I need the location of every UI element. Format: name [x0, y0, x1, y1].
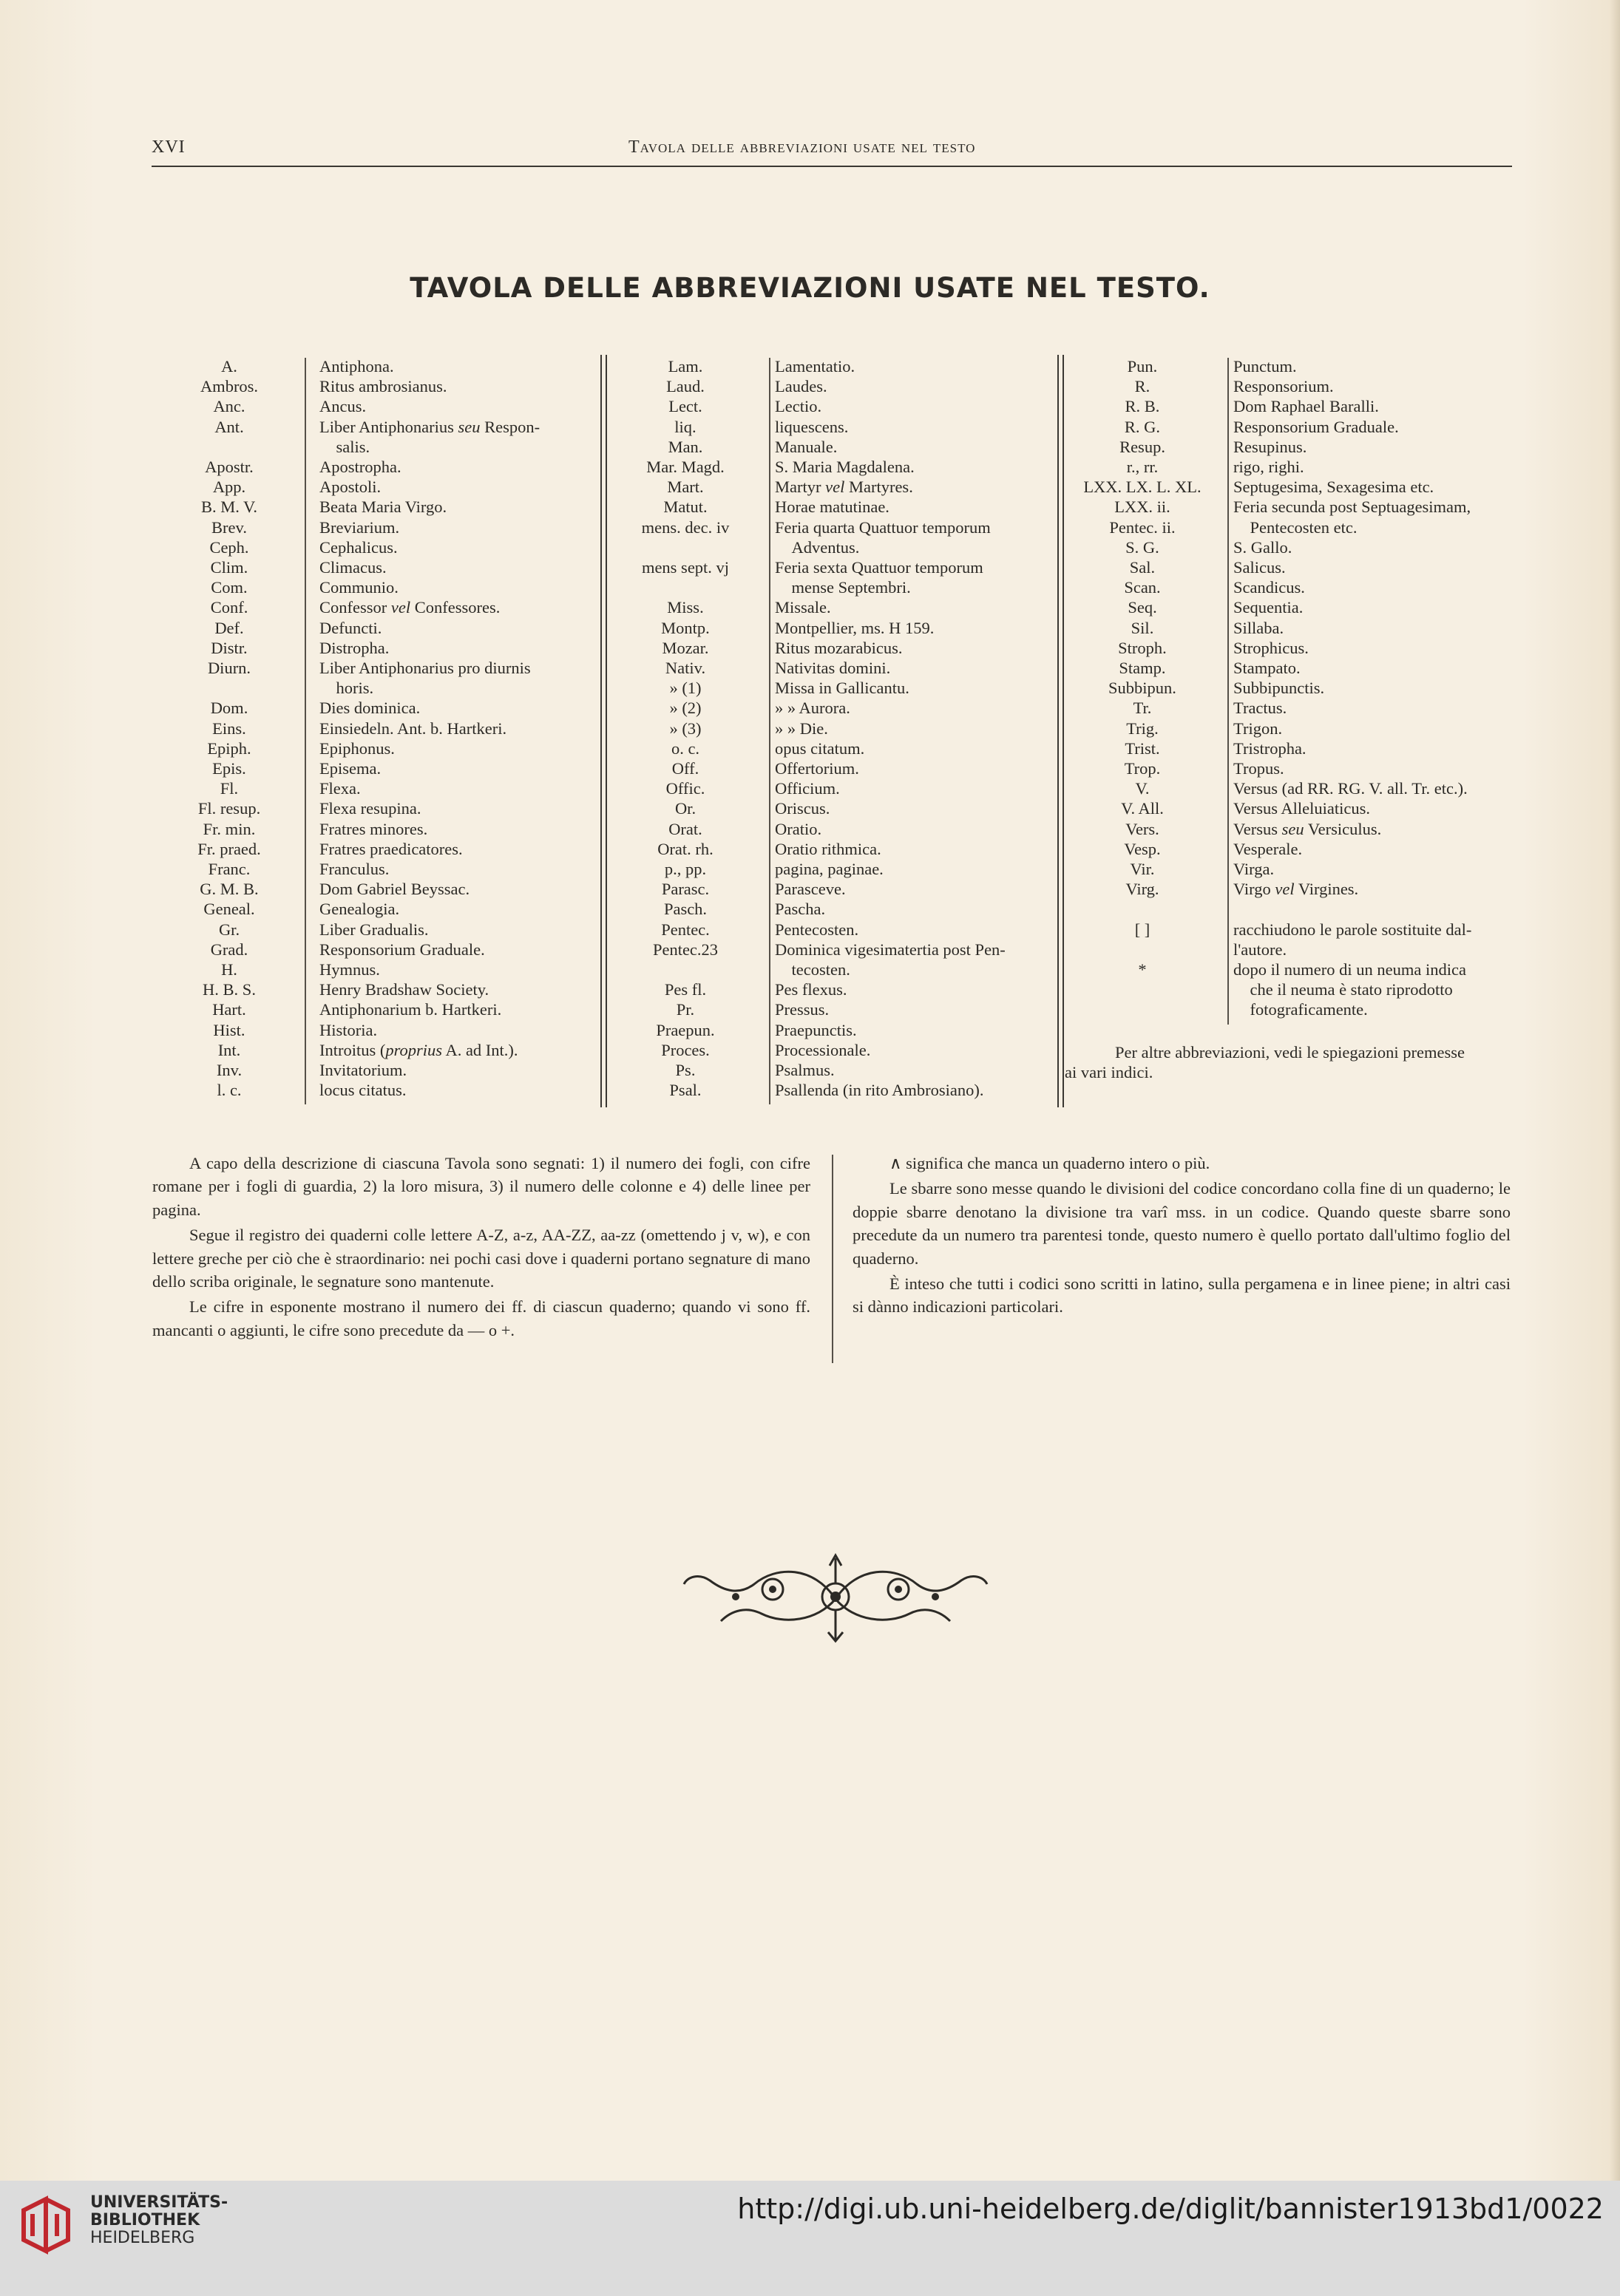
abbreviation-expansion: Ancus.	[319, 397, 367, 416]
abbreviation-expansion: Pes flexus.	[775, 980, 847, 999]
source-url-link[interactable]: http://digi.ub.uni-heidelberg.de/diglit/bannister1913bd1/0022	[737, 2193, 1604, 2225]
abbreviation: Fr. praed.	[197, 839, 261, 858]
right-paragraph: ∧ significa che manca un quaderno intero o più.	[889, 1154, 1210, 1172]
abbreviation: [ ]	[1134, 920, 1150, 939]
abbreviation-expansion: Hymnus.	[319, 960, 380, 979]
abbreviation: Com.	[211, 578, 248, 597]
abbreviation-expansion: Sequentia.	[1233, 598, 1304, 617]
abbreviation-expansion: Historia.	[319, 1020, 378, 1039]
abbreviation: Dom.	[210, 699, 248, 718]
abbreviation: *	[1138, 960, 1147, 979]
abbreviation-expansion: Versus seu Versiculus.	[1233, 819, 1382, 838]
abbreviation-expansion: Tractus.	[1233, 699, 1287, 718]
abbreviation-expansion: Invitatorium.	[319, 1061, 407, 1079]
abbreviation: Ceph.	[209, 537, 249, 557]
abbreviation: Franc.	[208, 860, 251, 878]
abbreviation-expansion: Beata Maria Virgo.	[319, 497, 447, 517]
abbreviation: R. B.	[1125, 397, 1160, 416]
abbreviation: Inv.	[216, 1061, 243, 1079]
abbreviation-expansion: Antiphona.	[319, 357, 394, 376]
abbreviation: Pentec.	[661, 920, 710, 939]
abbreviation: Tr.	[1133, 699, 1152, 718]
abbreviation: V.	[1135, 779, 1150, 798]
abbreviation-expansion: Liber Gradualis.	[319, 920, 429, 939]
abbreviation: Nativ.	[665, 659, 706, 677]
abbreviation: Clim.	[210, 558, 248, 577]
header-rule	[152, 166, 1512, 167]
abbreviation-expansion: Punctum.	[1233, 357, 1297, 376]
abbreviation-expansion: Psallenda (in rito Ambrosiano).	[775, 1081, 984, 1100]
abbreviation-expansion: Resupinus.	[1233, 437, 1307, 456]
abbreviation: Or.	[674, 799, 697, 818]
abbreviation: Vers.	[1125, 819, 1159, 838]
abbreviation: B. M. V.	[200, 497, 258, 517]
abbreviation: » (1)	[669, 679, 702, 698]
abbreviation-expansion: che il neuma è stato riprodotto	[1233, 980, 1453, 999]
abbreviation: Ant.	[214, 417, 244, 436]
library-line-2: BIBLIOTHEK	[90, 2211, 200, 2229]
abbreviation-expansion: l'autore.	[1233, 940, 1287, 959]
abbreviation-expansion: Episema.	[319, 759, 382, 778]
abbreviation-expansion: Einsiedeln. Ant. b. Hartkeri.	[319, 719, 507, 738]
abbreviation-expansion: Feria sexta Quattuor temporum	[775, 558, 983, 577]
abbreviation: liq.	[674, 417, 697, 436]
abbreviation-expansion: Officium.	[775, 779, 840, 798]
abbreviation: Grad.	[210, 940, 248, 959]
abbreviation: Sal.	[1129, 558, 1156, 577]
abbreviation-expansion: Strophicus.	[1233, 638, 1309, 657]
abbreviation-expansion: Climacus.	[319, 558, 387, 577]
abbreviation-expansion: Pentecosten.	[775, 920, 859, 939]
abbreviation: Resup.	[1119, 437, 1165, 456]
abbreviation: Anc.	[213, 397, 245, 416]
abbrev-note-line-2: ai vari indici.	[1065, 1063, 1153, 1081]
abbreviation: Miss.	[667, 598, 704, 617]
abbreviation: Montp.	[661, 618, 710, 637]
abbreviation: Lam.	[668, 357, 703, 376]
abbreviation-expansion: salis.	[319, 437, 370, 456]
abbreviation-expansion: Responsorium Graduale.	[319, 940, 485, 959]
abbreviation-expansion: Apostoli.	[319, 478, 382, 497]
abbreviation-expansion: Horae matutinae.	[775, 497, 889, 517]
abbreviation-expansion: Ritus mozarabicus.	[775, 638, 903, 657]
abbreviation-expansion: Fratres praedicatores.	[319, 839, 463, 858]
abbreviation-expansion: Liber Antiphonarius pro diurnis	[319, 659, 531, 677]
abbreviation: Off.	[671, 759, 699, 778]
abbreviation-expansion: Communio.	[319, 578, 399, 597]
abbreviation-expansion: pagina, paginae.	[775, 860, 884, 878]
abbreviation: Conf.	[210, 598, 248, 617]
abbreviation-expansion: S. Maria Magdalena.	[775, 458, 915, 476]
abbreviation: App.	[212, 478, 246, 497]
abbreviation: H.	[221, 960, 237, 979]
abbreviation: Epiph.	[207, 738, 251, 758]
abbreviation-expansion: Franculus.	[319, 860, 390, 878]
page-number: XVI	[152, 137, 186, 157]
abbreviation: Fr. min.	[203, 819, 256, 838]
abbreviation: Lect.	[668, 397, 702, 416]
running-header	[152, 137, 1512, 163]
column-rule	[305, 358, 306, 1104]
abbreviation: Mar. Magd.	[646, 458, 725, 476]
abbreviation: Scan.	[1124, 578, 1161, 597]
abbreviation-expansion: Missa in Gallicantu.	[775, 679, 909, 698]
library-line-3: HEIDELBERG	[90, 2229, 195, 2247]
abbreviation: o. c.	[671, 738, 700, 758]
abbreviation-expansion: dopo il numero di un neuma indica	[1233, 960, 1466, 979]
abbreviation: » (2)	[669, 699, 702, 718]
abbreviation-expansion: Laudes.	[775, 377, 827, 396]
abbreviation-expansion: Distropha.	[319, 638, 390, 657]
abbreviation-expansion: Oratio rithmica.	[775, 839, 881, 858]
library-logo-icon	[16, 2195, 75, 2255]
abbreviation-expansion: Dom Gabriel Beyssac.	[319, 880, 470, 899]
right-paragraph: È inteso che tutti i codici sono scritti in latino, sulla pergamena e in linee piene; in altri casi si dànno indicazioni particolari.	[853, 1274, 1511, 1317]
abbreviation: Orat. rh.	[657, 839, 714, 858]
abbreviation-expansion: Epiphonus.	[319, 738, 395, 758]
abbreviation-expansion: Salicus.	[1233, 558, 1286, 577]
abbreviation: Orat.	[668, 819, 702, 838]
page-edge	[1610, 0, 1620, 2181]
double-column-rule	[600, 355, 607, 1107]
abbreviation: Pentec.23	[652, 940, 719, 959]
abbreviation-expansion: Pentecosten etc.	[1233, 517, 1358, 537]
abbreviation: Parasc.	[661, 880, 710, 899]
abbreviation-expansion: Montpellier, ms. H 159.	[775, 618, 935, 637]
abbreviation: Pentec. ii.	[1109, 517, 1176, 537]
abbreviation-expansion: Sillaba.	[1233, 618, 1284, 637]
abbreviation-expansion: fotograficamente.	[1233, 1000, 1368, 1019]
abbreviation-expansion: » » Aurora.	[775, 699, 850, 718]
abbreviation: Subbipun.	[1108, 679, 1176, 698]
floral-ornament-icon	[680, 1551, 991, 1647]
abbreviation-expansion: Dies dominica.	[319, 699, 421, 718]
abbreviation-expansion: Subbipunctis.	[1233, 679, 1325, 698]
abbreviation-expansion: racchiudono le parole sostituite dal-	[1233, 920, 1472, 939]
abbreviation: Seq.	[1128, 598, 1157, 617]
abbreviation: p., pp.	[664, 860, 707, 878]
abbreviation-expansion: Liber Antiphonarius seu Respon-	[319, 417, 540, 436]
abbreviation-expansion: Pascha.	[775, 900, 826, 919]
main-title: TAVOLA DELLE ABBREVIAZIONI USATE NEL TESTO.	[410, 272, 1210, 304]
right-notes	[853, 1152, 1511, 1321]
abbreviation-expansion: Parasceve.	[775, 880, 846, 899]
abbreviation-expansion: Trigon.	[1233, 719, 1283, 738]
abbreviation-expansion: Ritus ambrosianus.	[319, 377, 447, 396]
abbreviation: Gr.	[218, 920, 240, 939]
abbreviation: R.	[1134, 377, 1150, 396]
abbreviation-expansion: Defuncti.	[319, 618, 382, 637]
abbreviation-expansion: Tristropha.	[1233, 738, 1306, 758]
abbreviation-expansion: Antiphonarium b. Hartkeri.	[319, 1000, 502, 1019]
abbreviation-expansion: mense Septembri.	[775, 578, 911, 597]
abbreviation-expansion: Virga.	[1233, 860, 1275, 878]
abbreviation-expansion: Henry Bradshaw Society.	[319, 980, 489, 999]
abbreviation-expansion: Adventus.	[775, 537, 860, 557]
abbreviation: Virg.	[1125, 880, 1159, 899]
abbreviation-expansion: Fratres minores.	[319, 819, 428, 838]
running-title: Tavola delle abbreviazioni usate nel testo	[628, 137, 976, 157]
abbreviation: Matut.	[663, 497, 708, 517]
abbreviation: Fl.	[220, 779, 239, 798]
abbreviation-expansion: Dom Raphael Baralli.	[1233, 397, 1379, 416]
abbreviation-expansion: Confessor vel Confessores.	[319, 598, 501, 617]
abbreviation: l. c.	[217, 1081, 242, 1100]
double-column-rule	[1057, 355, 1064, 1107]
abbreviation-expansion: Psalmus.	[775, 1061, 835, 1079]
abbreviation: Epis.	[212, 759, 246, 778]
abbreviation: Offic.	[665, 779, 705, 798]
abbreviation-expansion: Pressus.	[775, 1000, 830, 1019]
abbreviation-expansion: Flexa resupina.	[319, 799, 421, 818]
abbreviation-expansion: Dominica vigesimatertia post Pen-	[775, 940, 1006, 959]
abbreviation: Pes fl.	[664, 980, 707, 999]
abbreviation: Geneal.	[203, 900, 255, 919]
abbreviation: Pr.	[676, 1000, 695, 1019]
abbreviation: Mozar.	[662, 638, 709, 657]
abbreviation: Stamp.	[1119, 659, 1166, 677]
abbreviation-expansion: Manuale.	[775, 437, 838, 456]
abbreviation: Mart.	[667, 478, 704, 497]
column-rule	[1227, 358, 1229, 1025]
abbreviation-expansion: Septugesima, Sexagesima etc.	[1233, 478, 1434, 497]
abbreviation-expansion: Martyr vel Martyres.	[775, 478, 913, 497]
abbreviation-expansion: Processionale.	[775, 1040, 871, 1059]
abbreviation-expansion: Responsorium.	[1233, 377, 1334, 396]
abbreviation-expansion: horis.	[319, 679, 374, 698]
abbreviation-expansion: Praepunctis.	[775, 1020, 857, 1039]
abbreviation-expansion: Lamentatio.	[775, 357, 855, 376]
abbreviation-expansion: Tropus.	[1233, 759, 1284, 778]
left-paragraph: Segue il registro dei quaderni colle lettere A-Z, a-z, AA-ZZ, aa-zz (omettendo j v, w), e con lettere greche per ciò che è straordinario: nei pochi casi dove i quaderni portano segnature di mano dello scriba originale, le segnature sono mantenute.	[152, 1226, 810, 1291]
abbreviation: Distr.	[211, 638, 248, 657]
abbreviation: Def.	[214, 618, 244, 637]
notes-column-rule	[832, 1155, 833, 1363]
abbreviation: Hist.	[213, 1020, 245, 1039]
abbreviation-expansion: S. Gallo.	[1233, 537, 1292, 557]
abbreviation: Vesp.	[1124, 839, 1161, 858]
abbreviation-expansion: Scandicus.	[1233, 578, 1305, 597]
abbreviation: S. G.	[1125, 537, 1159, 557]
abbreviation-expansion: opus citatum.	[775, 738, 865, 758]
abbreviation-expansion: Versus (ad RR. RG. V. all. Tr. etc.).	[1233, 779, 1468, 798]
abbreviation-expansion: Feria secunda post Septuagesimam,	[1233, 497, 1471, 517]
abbreviation-expansion: Missale.	[775, 598, 831, 617]
abbrev-note-line-1: Per altre abbreviazioni, vedi le spiegazioni premesse	[1115, 1043, 1465, 1062]
column-rule	[769, 358, 770, 1104]
abbreviation: G. M. B.	[200, 880, 259, 899]
abbreviation-expansion: Breviarium.	[319, 517, 400, 537]
abbreviation: Ps.	[675, 1061, 696, 1079]
abbreviation: Psal.	[669, 1081, 702, 1100]
abbreviation: Sil.	[1131, 618, 1154, 637]
right-paragraph: Le sbarre sono messe quando le divisioni del codice concordano colla fine di un quaderno; le doppie sbarre denotano la divisione tra varî mss. in un codice. Quando queste sbarre sono precedute da un numero tra parentesi tonde, questo numero è quello portato dall'ultimo foglio del quaderno.	[853, 1179, 1511, 1268]
abbreviation-expansion: Nativitas domini.	[775, 659, 891, 677]
abbreviation-expansion: Responsorium Graduale.	[1233, 417, 1399, 436]
abbreviation-expansion: Lectio.	[775, 397, 822, 416]
abbreviation: Diurn.	[207, 659, 251, 677]
abbreviation: Eins.	[212, 719, 246, 738]
abbreviation-expansion: Virgo vel Virgines.	[1233, 880, 1359, 899]
left-paragraph: A capo della descrizione di ciascuna Tavola sono segnati: 1) il numero dei fogli, con cifre romane per i fogli di guardia, 2) la loro misura, 3) il numero delle colonne e 4) delle linee per pagina.	[152, 1154, 810, 1219]
abbreviation-expansion: Offertorium.	[775, 759, 859, 778]
abbreviation-expansion: Stampato.	[1233, 659, 1301, 677]
library-name	[90, 2194, 228, 2247]
abbreviation-expansion: Cephalicus.	[319, 537, 398, 557]
abbreviation-expansion: Feria quarta Quattuor temporum	[775, 517, 991, 537]
abbreviation: » (3)	[669, 719, 702, 738]
abbreviation-expansion: » » Die.	[775, 719, 828, 738]
abbreviation: LXX. ii.	[1114, 497, 1170, 517]
abbreviation: Vir.	[1130, 860, 1155, 878]
abbreviation: Trist.	[1125, 738, 1160, 758]
abbreviation: A.	[221, 357, 237, 376]
abbreviation: Pasch.	[663, 900, 708, 919]
abbreviation: R. G.	[1124, 417, 1161, 436]
abbreviation-expansion: Introitus (proprius A. ad Int.).	[319, 1040, 518, 1059]
abbreviation: Trig.	[1126, 719, 1159, 738]
abbreviation: Apostr.	[205, 458, 254, 476]
abbreviation: Man.	[668, 437, 703, 456]
abbreviation-expansion: locus citatus.	[319, 1081, 407, 1100]
abbreviation: Laud.	[666, 377, 705, 396]
abbreviation: r., rr.	[1126, 458, 1159, 476]
abbreviation: LXX. LX. L. XL.	[1083, 478, 1202, 497]
abbreviation: Brev.	[211, 517, 247, 537]
abbreviation-expansion: Vesperale.	[1233, 839, 1303, 858]
abbreviation: V. All.	[1121, 799, 1164, 818]
abbreviation-expansion: rigo, righi.	[1233, 458, 1304, 476]
abbreviation-expansion: Oratio.	[775, 819, 822, 838]
abbreviation: Stroph.	[1118, 638, 1167, 657]
abbreviation: Trop.	[1124, 759, 1161, 778]
abbreviation: Praepun.	[656, 1020, 715, 1039]
abbreviation-expansion: Flexa.	[319, 779, 361, 798]
abbreviation: Hart.	[212, 1000, 246, 1019]
abbreviation-expansion: Oriscus.	[775, 799, 830, 818]
abbreviation-expansion: liquescens.	[775, 417, 849, 436]
abbreviation-expansion: Apostropha.	[319, 458, 401, 476]
abbreviation: Int.	[217, 1040, 241, 1059]
abbreviation: H. B. S.	[203, 980, 256, 999]
abbreviation: Proces.	[661, 1040, 710, 1059]
abbreviation: Pun.	[1127, 357, 1158, 376]
abbreviation: Ambros.	[200, 377, 259, 396]
abbreviation: Fl. resup.	[197, 799, 261, 818]
left-paragraph: Le cifre in esponente mostrano il numero dei ff. di ciascun quaderno; quando vi sono ff. mancanti o aggiunti, le cifre sono precedute da — o +.	[152, 1297, 810, 1339]
abbreviation: mens sept. vj	[641, 558, 730, 577]
abbreviation-expansion: tecosten.	[775, 960, 850, 979]
abbreviation: mens. dec. iv	[641, 517, 730, 537]
abbreviation-expansion: Versus Alleluiaticus.	[1233, 799, 1370, 818]
left-notes	[152, 1152, 810, 1344]
library-line-1: UNIVERSITÄTS-	[90, 2193, 228, 2212]
abbreviation-expansion: Genealogia.	[319, 900, 400, 919]
